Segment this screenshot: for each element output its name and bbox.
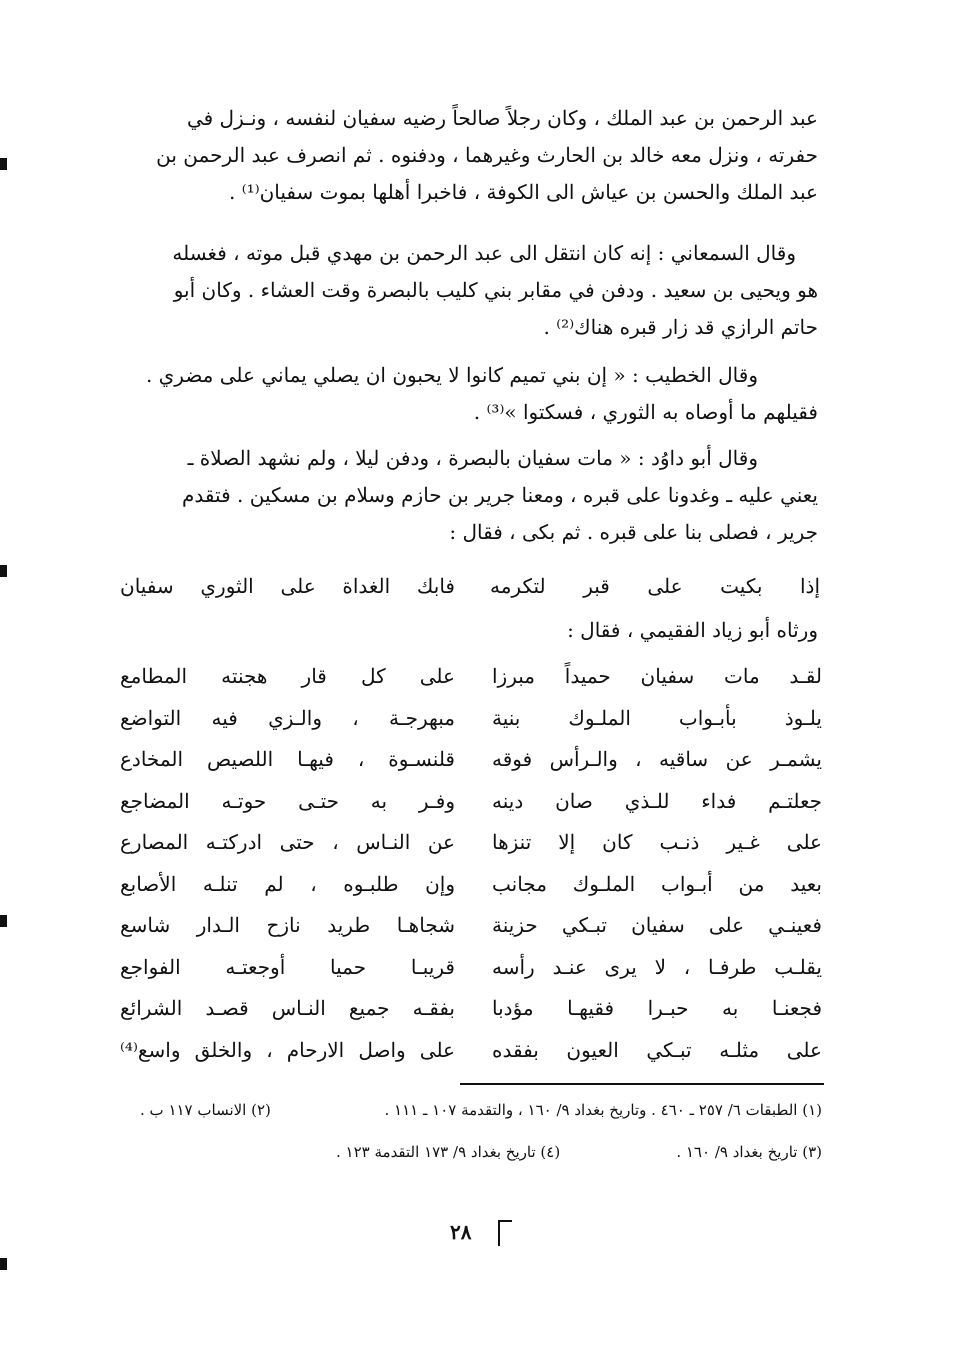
- text-line: حاتم الرازي قد زار قبره هناك⁽²⁾ .: [543, 315, 818, 339]
- verse-first-hemistich: إذا بكيت على قبر لتكرمه: [490, 574, 820, 598]
- text-line: يعني عليه ـ وغدونا على قبره ، ومعنا جرير بن حازم وسلام بن مسكين . فتقدم: [182, 483, 818, 507]
- page-number-bracket: [498, 1220, 512, 1222]
- verse-second-hemistich: شجاهـا طريد نازح الـدار شاسع: [120, 913, 455, 937]
- footnote-1: (١) الطبقات ٦/ ٢٥٧ ـ ٤٦٠ . وتاريخ بغداد ٩/ ١٦٠ ، والتقدمة ١٠٧ ـ ١١١ .: [384, 1101, 822, 1119]
- verse-row: [120, 822, 822, 864]
- verse-second-hemistich: فابك الغداة على الثوري سفيان: [120, 574, 455, 598]
- text-line: حفرته ، ونزل معه خالد بن الحارث وغيرهما ، ودفنوه . ثم انصرف عبد الرحمن بن: [156, 143, 818, 167]
- verse-first-hemistich: فجعنـا به حبـرا فقيهـا مؤدبا: [492, 996, 822, 1020]
- verse-first-hemistich: بعيد من أبـواب الملـوك مجانب: [492, 871, 822, 896]
- verse-row: [120, 905, 822, 947]
- verse-second-hemistich: وإن طلبـوه ، لم تنلـه الأصابع: [120, 871, 455, 896]
- verse-second-hemistich: بفقـه جميع النـاس قصـد الشرائع: [120, 996, 455, 1020]
- verse-row: [120, 739, 822, 781]
- text-line: فقيلهم ما أوصاه به الثوري ، فسكتوا »⁽³⁾ .: [473, 400, 818, 424]
- verse-second-hemistich: على كل قار هجنته المطامع: [120, 664, 455, 688]
- footnote-3: (٣) تاريخ بغداد ٩/ ١٦٠ .: [676, 1143, 822, 1161]
- paragraph-khatib: [120, 357, 818, 431]
- verse-first-hemistich: لقـد مات سفيان حميداً مبرزا: [492, 664, 822, 688]
- verse-first-hemistich: يلـوذ بأبـواب الملـوك بنية: [492, 705, 822, 730]
- scan-edge-mark: [0, 565, 7, 577]
- verse-row: [120, 781, 822, 823]
- elegy-intro: ورثاه أبو زياد الفقيمي ، فقال :: [567, 618, 818, 642]
- verse-second-hemistich: وفـر به حتـى حوتـه المضاجع: [120, 788, 455, 813]
- footnote-2: (٢) الانساب ١١٧ ب .: [140, 1101, 271, 1119]
- verse-second-hemistich: قلنسـوة ، فيهـا اللصيص المخادع: [120, 747, 455, 771]
- paragraph-samani: [120, 235, 818, 346]
- verse-row: [120, 656, 822, 698]
- verse-jarir: [120, 566, 820, 606]
- paragraph-burial: [120, 100, 818, 211]
- scan-edge-mark: [0, 915, 7, 927]
- elegy-poem: [120, 656, 822, 1071]
- text-line: هو ويحيى بن سعيد . ودفن في مقابر بني كليب بالبصرة وقت العشاء . وكان أبو: [173, 278, 818, 302]
- verse-second-hemistich: مبهرجـة ، والـزي فيه التواضع: [120, 705, 455, 730]
- page-number: [450, 1216, 510, 1248]
- verse-second-hemistich: على واصل الارحام ، والخلق واسع⁽⁴⁾: [120, 1037, 455, 1062]
- verse-first-hemistich: على مثلـه تبـكي العيون بفقده: [492, 1037, 822, 1062]
- text-line: وقال أبو داوُد : « مات سفيان بالبصرة ، ودفن ليلا ، ولم نشهد الصلاة ـ: [187, 446, 758, 470]
- text-line: وقال السمعاني : إنه كان انتقل الى عبد الرحمن بن مهدي قبل موته ، فغسله: [172, 241, 796, 265]
- page-number-bracket: [498, 1220, 500, 1246]
- verse-second-hemistich: عن النـاس ، حتى ادركتـه المصارع: [120, 830, 455, 854]
- verse-first-hemistich: يقلـب طرفـا ، لا يرى عنـد رأسه: [492, 954, 822, 979]
- paragraph-abu-dawud: [120, 440, 818, 551]
- verse-row: [120, 947, 822, 989]
- verse-row: [120, 988, 822, 1030]
- verse-row: [120, 864, 822, 906]
- verse-second-hemistich: قريبـا حميا أوجعتـه الفواجع: [120, 954, 455, 979]
- verse-first-hemistich: يشمـر عن ساقيه ، والـرأس فوقه: [492, 747, 822, 771]
- verse-first-hemistich: جعلتـم فداء للـذي صان دينه: [492, 788, 822, 813]
- scan-edge-mark: [0, 158, 7, 170]
- footnote-divider: [460, 1083, 824, 1085]
- page-number-text: ٢٨: [450, 1220, 472, 1244]
- verse-row: [120, 698, 822, 740]
- text-line: عبد الملك والحسن بن عياش الى الكوفة ، فاخبرا أهلها بموت سفيان⁽¹⁾ .: [229, 180, 818, 204]
- footnote-4: (٤) تاريخ بغداد ٩/ ١٧٣ التقدمة ١٢٣ .: [336, 1143, 561, 1161]
- text-line: جرير ، فصلى بنا على قبره . ثم بكى ، فقال :: [449, 520, 818, 544]
- scan-edge-mark: [0, 1258, 7, 1270]
- text-line: وقال الخطيب : « إن بني تميم كانوا لا يحبون ان يصلي يماني على مضري .: [145, 363, 758, 387]
- verse-first-hemistich: فعينـي على سفيان تبـكي حزينة: [492, 913, 822, 937]
- verse-first-hemistich: على غـير ذنـب كان إلا تنزها: [492, 830, 822, 854]
- verse-row: [120, 1030, 822, 1072]
- text-line: عبد الرحمن بن عبد الملك ، وكان رجلاً صالحاً رضيه سفيان لنفسه ، ونـزل في: [186, 106, 818, 130]
